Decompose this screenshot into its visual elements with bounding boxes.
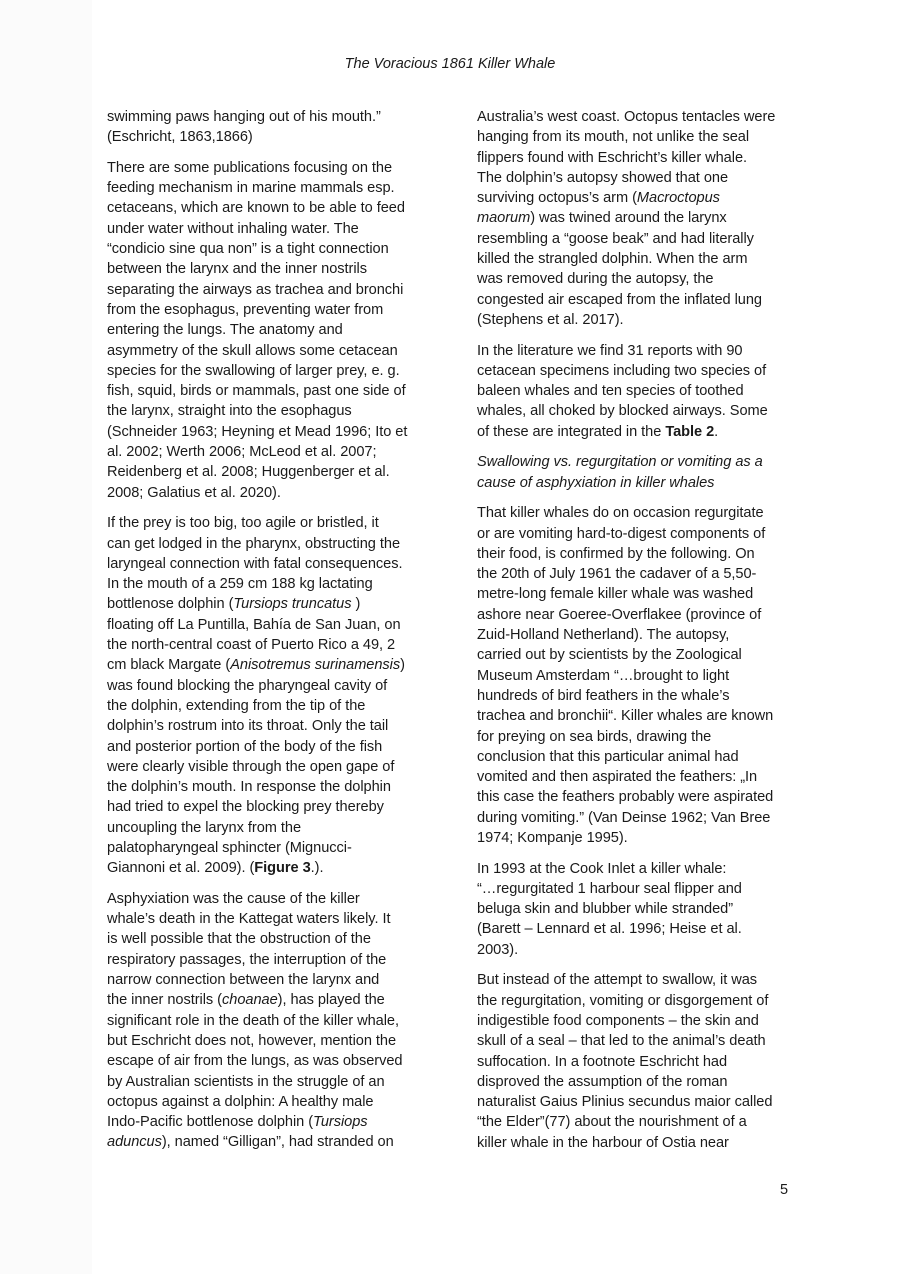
text-line: between the larynx and the inner nostrils <box>107 261 367 278</box>
text-line: the dolphin, extending from the tip of the <box>107 697 366 714</box>
text-line: Reidenberg et al. 2008; Huggenberger et al. <box>107 464 390 481</box>
left-column <box>107 107 425 1163</box>
text-line: the regurgitation, vomiting or disgorgement of <box>477 992 769 1009</box>
text-line: the 20th of July 1961 the cadaver of a 5,50- <box>477 566 757 583</box>
text-run: cm black Margate ( <box>107 657 231 674</box>
text-line: trachea and bronchii“. Killer whales are known <box>477 708 774 725</box>
text-line: ashore near Goeree-Overflakee (province of <box>477 606 762 623</box>
text-line: dolphin’s rostrum into its throat. Only the tail <box>107 718 389 735</box>
text-line <box>477 422 795 442</box>
species-name: Macroctopus <box>636 190 720 207</box>
text-line: octopus against a dolphin: A healthy male <box>107 1093 374 1110</box>
section-subheading <box>477 452 795 493</box>
species-name: aduncus <box>107 1134 162 1151</box>
text-line: flippers found with Eschricht’s killer whale. <box>477 149 748 166</box>
text-line: Zuid-Holland Netherland). The autopsy, <box>477 627 730 644</box>
text-line: but Eschricht does not, however, mention the <box>107 1032 397 1049</box>
text-line: had tried to expel the blocking prey thereby <box>107 799 384 816</box>
text-run: ) <box>400 657 405 674</box>
text-line: In the mouth of a 259 cm 188 kg lactating <box>107 576 373 593</box>
text-line: (Stephens et al. 2017). <box>477 311 624 328</box>
text-line: by Australian scientists in the struggle of an <box>107 1073 385 1090</box>
text-line: But instead of the attempt to swallow, it was <box>477 972 758 989</box>
text-line <box>107 858 425 878</box>
table-reference[interactable]: Table 2 <box>665 423 715 440</box>
text-line: entering the lungs. The anatomy and <box>107 322 343 339</box>
text-line: for preying on sea birds, drawing the <box>477 728 712 745</box>
text-line <box>477 208 795 228</box>
text-line: killer whale in the harbour of Ostia near <box>477 1134 729 1151</box>
text-line: is well possible that the obstruction of the <box>107 931 371 948</box>
text-line: The dolphin’s autopsy showed that one <box>477 169 729 186</box>
paragraph-octopus-dolphin <box>477 107 795 330</box>
text-line: floating off La Puntilla, Bahía de San Juan, on <box>107 616 401 633</box>
text-line: vomited and then aspirated the feathers: „In <box>477 769 758 786</box>
text-line: al. 2002; Werth 2006; McLeod et al. 2007; <box>107 444 377 461</box>
species-name: Tursiops truncatus <box>233 596 352 613</box>
text-line: naturalist Gaius Plinius secundus maior called <box>477 1094 773 1111</box>
text-line: In 1993 at the Cook Inlet a killer whale: <box>477 860 727 877</box>
text-line: suffocation. In a footnote Eschricht had <box>477 1053 728 1070</box>
text-line: 2008; Galatius et al. 2020). <box>107 484 281 501</box>
text-line: respiratory passages, the interruption of the <box>107 951 387 968</box>
text-line: metre-long female killer whale was washed <box>477 586 754 603</box>
text-line: during vomiting.” (Van Deinse 1962; Van Bree <box>477 809 771 826</box>
text-line: killed the strangled dolphin. When the arm <box>477 251 748 268</box>
paragraph-regurgitation <box>477 503 795 848</box>
text-line: feeding mechanism in marine mammals esp. <box>107 180 395 197</box>
text-line: separating the airways as trachea and bronchi <box>107 281 404 298</box>
right-column <box>477 107 795 1163</box>
paragraph-literature-reports <box>477 341 795 442</box>
paragraph-cook-inlet <box>477 859 795 960</box>
text-run: ), named “Gilligan”, had stranded on <box>161 1134 394 1151</box>
text-line: narrow connection between the larynx and <box>107 972 380 989</box>
subheading-line: cause of asphyxiation in killer whales <box>477 474 715 491</box>
text-line: was removed during the autopsy, the <box>477 271 714 288</box>
text-line: uncoupling the larynx from the <box>107 819 302 836</box>
text-line <box>107 1132 425 1152</box>
paragraph-quote-end <box>107 107 425 148</box>
text-line: under water without inhaling water. The <box>107 220 359 237</box>
text-line <box>477 188 795 208</box>
text-line: and posterior portion of the body of the fish <box>107 738 383 755</box>
text-line: species for the swallowing of larger prey, e. g. <box>107 362 400 379</box>
text-line: Asphyxiation was the cause of the killer <box>107 890 360 907</box>
text-run: ) was twined around the larynx <box>530 210 727 227</box>
anatomical-term: choanae <box>222 992 278 1009</box>
text-line: That killer whales do on occasion regurgitate <box>477 505 764 522</box>
text-line: this case the feathers probably were aspirated <box>477 789 774 806</box>
text-run: .). <box>310 860 324 877</box>
text-line: the north-central coast of Puerto Rico a 49, 2 <box>107 637 396 654</box>
text-line: conclusion that this particular animal had <box>477 748 739 765</box>
text-line: from the esophagus, preventing water from <box>107 301 384 318</box>
text-line: resembling a “goose beak” and had literally <box>477 230 754 247</box>
text-line: asymmetry of the skull allows some cetacean <box>107 342 398 359</box>
figure-reference[interactable]: Figure 3 <box>254 860 311 877</box>
text-line: “…regurgitated 1 harbour seal flipper and <box>477 880 742 897</box>
text-line: escape of air from the lungs, as was observed <box>107 1053 403 1070</box>
text-line: whale’s death in the Kattegat waters likely. It <box>107 911 391 928</box>
text-line: “condicio sine qua non” is a tight connection <box>107 241 389 258</box>
text-line: palatopharyngeal sphincter (Mignucci- <box>107 839 352 856</box>
species-name: maorum <box>477 210 531 227</box>
text-line: 2003). <box>477 941 519 958</box>
text-run: . <box>714 423 719 440</box>
paragraph-feeding-mechanism <box>107 158 425 503</box>
text-line: Museum Amsterdam “…brought to light <box>477 667 730 684</box>
text-line <box>107 1112 425 1132</box>
text-line: their food, is confirmed by the following. On <box>477 545 755 562</box>
species-name: Anisotremus surinamensis <box>230 657 401 674</box>
text-line: 1974; Kompanje 1995). <box>477 829 628 846</box>
text-line: or are vomiting hard-to-digest components of <box>477 525 766 542</box>
text-line: the dolphin’s mouth. In response the dolphin <box>107 779 391 796</box>
text-line <box>107 990 425 1010</box>
text-run: ), has played the <box>277 992 385 1009</box>
text-line: were clearly visible through the open gape of <box>107 758 395 775</box>
text-line: skull of a seal – that led to the animal’s death <box>477 1033 766 1050</box>
running-header: The Voracious 1861 Killer Whale <box>344 56 556 72</box>
text-run: Giannoni et al. 2009). ( <box>107 860 255 877</box>
text-line: If the prey is too big, too agile or bristled, it <box>107 515 379 532</box>
text-line: hundreds of bird feathers in the whale’s <box>477 687 730 704</box>
page-margin-shade <box>0 0 92 1274</box>
text-line: swimming paws hanging out of his mouth.” <box>107 109 381 125</box>
text-line: disproved the assumption of the roman <box>477 1073 728 1090</box>
text-line: Australia’s west coast. Octopus tentacles were <box>477 109 776 125</box>
text-line: whales, all choked by blocked airways. Some <box>477 403 768 420</box>
text-line: beluga skin and blubber while stranded” <box>477 901 734 918</box>
species-name: Tursiops <box>313 1114 368 1131</box>
text-line: indigestible food components – the skin and <box>477 1012 759 1029</box>
text-line: cetacean specimens including two species of <box>477 362 767 379</box>
text-line: (Eschricht, 1863,1866) <box>107 129 253 146</box>
text-run: of these are integrated in the <box>477 423 666 440</box>
text-line: laryngeal connection with fatal consequences. <box>107 555 403 572</box>
text-run: surviving octopus’s arm ( <box>477 190 637 207</box>
paragraph-prey-lodged <box>107 513 425 878</box>
text-line: (Schneider 1963; Heyning et Mead 1996; Ito et <box>107 423 408 440</box>
paragraph-asphyxiation <box>107 889 425 1153</box>
page-number: 5 <box>780 1182 789 1198</box>
text-line: congested air escaped from the inflated lung <box>477 291 762 308</box>
subheading-line: Swallowing vs. regurgitation or vomiting as a <box>477 454 763 471</box>
text-run: bottlenose dolphin ( <box>107 596 234 613</box>
text-line: In the literature we find 31 reports with 90 <box>477 342 743 359</box>
text-run: ) <box>351 596 361 613</box>
text-line: fish, squid, birds or mammals, past one side of <box>107 383 406 400</box>
text-line: There are some publications focusing on the <box>107 159 393 176</box>
text-line: the larynx, straight into the esophagus <box>107 403 352 420</box>
text-line: can get lodged in the pharynx, obstructing the <box>107 535 401 552</box>
text-line: carried out by scientists by the Zoological <box>477 647 742 664</box>
paragraph-disgorgement <box>477 970 795 1153</box>
text-run: the inner nostrils ( <box>107 992 222 1009</box>
text-line <box>107 655 425 675</box>
text-line: cetaceans, which are known to be able to feed <box>107 200 405 217</box>
text-line: was found blocking the pharyngeal cavity of <box>107 677 388 694</box>
text-line <box>107 594 425 614</box>
text-line: hanging from its mouth, not unlike the seal <box>477 129 750 146</box>
text-run: Indo-Pacific bottlenose dolphin ( <box>107 1114 314 1131</box>
text-line: baleen whales and ten species of toothed <box>477 383 744 400</box>
text-line: significant role in the death of the killer whale, <box>107 1012 399 1029</box>
text-line: (Barett – Lennard et al. 1996; Heise et al. <box>477 921 742 938</box>
text-line: “the Elder”(77) about the nourishment of a <box>477 1114 747 1131</box>
